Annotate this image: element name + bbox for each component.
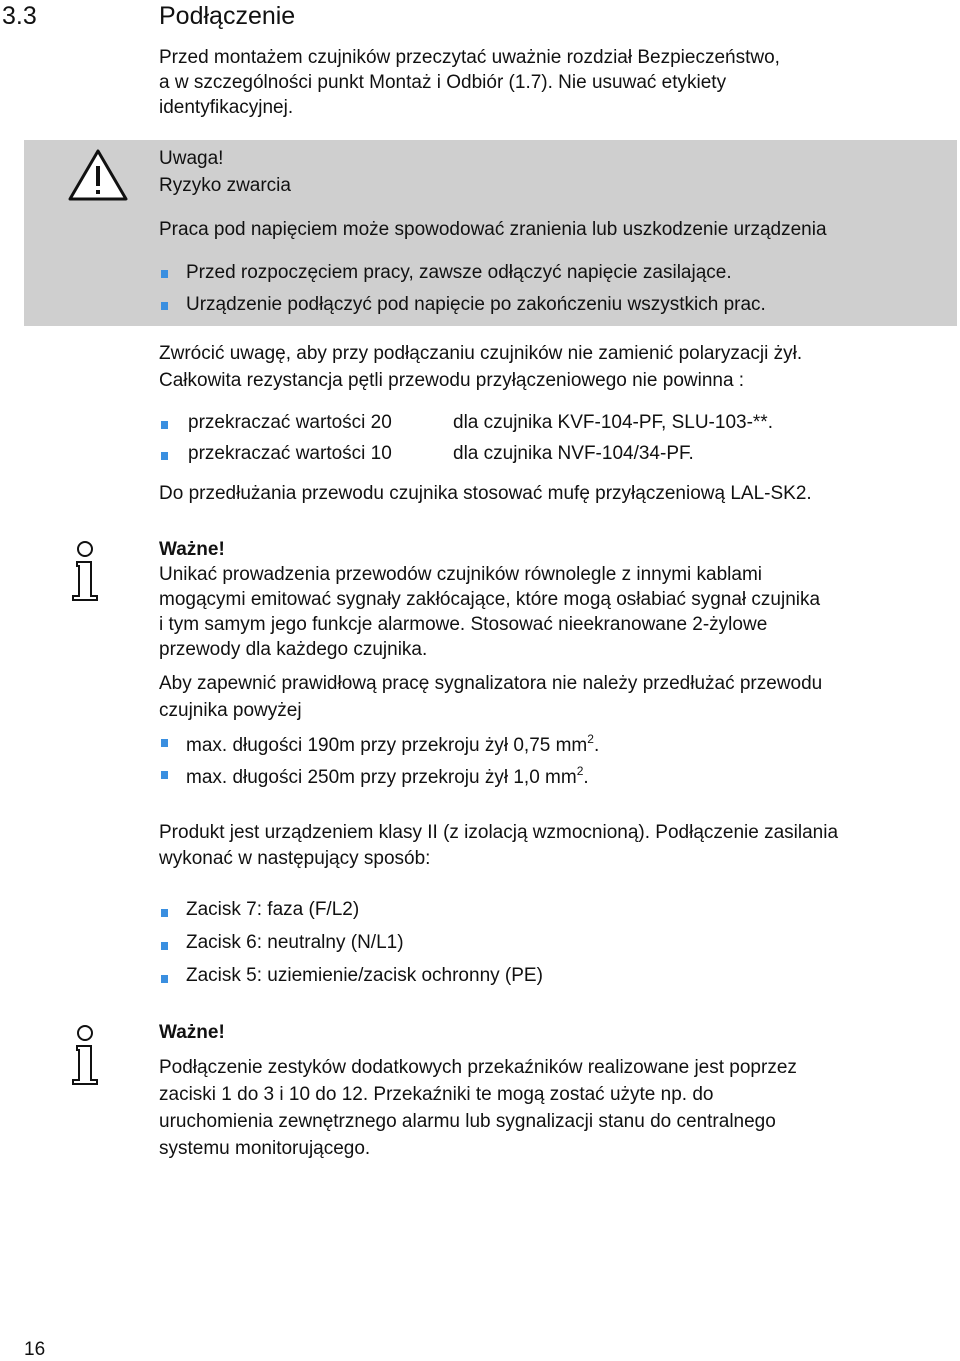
bullet-square	[161, 975, 168, 983]
polarity-paragraph	[159, 341, 949, 393]
bullet-square	[161, 909, 168, 917]
cable-length-item	[186, 759, 589, 790]
important-block-1	[159, 537, 949, 723]
cable-length-text: max. długości 190m przy przekroju żył 0,75 mm	[186, 735, 588, 756]
important-heading: Ważne!	[159, 539, 225, 560]
cable-length-list	[159, 727, 939, 787]
info-icon	[70, 1024, 100, 1086]
important-line: uruchomienia zewnętrznego alarmu lub sygnalizacji stanu do centralnego	[159, 1111, 776, 1132]
terminal-item: Zacisk 5: uziemienie/zacisk ochronny (PE)	[186, 965, 543, 986]
intro-line: a w szczególności punkt Montaż i Odbiór (1.7). Nie usuwać etykiety	[159, 72, 727, 93]
intro-line: Przed montażem czujników przeczytać uważnie rozdział Bezpieczeństwo,	[159, 47, 780, 68]
important-line: zaciski 1 do 3 i 10 do 12. Przekaźniki te mogą zostać użyte np. do	[159, 1084, 714, 1105]
important-block-2	[159, 1020, 949, 1161]
important-line: przewody dla każdego czujnika.	[159, 639, 428, 660]
important-line: Podłączenie zestyków dodatkowych przekaźników realizowane jest poprzez	[159, 1057, 797, 1078]
warning-content	[159, 146, 949, 242]
intro-paragraph	[159, 45, 949, 120]
bullet-square	[161, 942, 168, 950]
bullet-square	[161, 421, 168, 429]
superscript: 2	[576, 764, 584, 778]
polarity-line: Zwrócić uwagę, aby przy podłączaniu czujników nie zamienić polaryzacji żył.	[159, 343, 803, 364]
warning-bullet: Urządzenie podłączyć pod napięcie po zakończeniu wszystkich prac.	[186, 294, 766, 315]
bullet-square	[161, 270, 168, 278]
class-note	[159, 820, 949, 871]
info-icon	[70, 540, 100, 602]
important-line: i tym samym jego funkcje alarmowe. Stosować nieekranowane 2-żylowe	[159, 614, 768, 635]
warning-subheading: Ryzyko zwarcia	[159, 175, 291, 196]
warning-bullet-list	[159, 260, 939, 320]
resistance-label: przekraczać wartości 20	[188, 412, 392, 433]
signal-line: Aby zapewnić prawidłową pracę sygnalizatora nie należy przedłużać przewodu	[159, 673, 823, 694]
bullet-square	[161, 739, 168, 747]
important-heading: Ważne!	[159, 1022, 225, 1043]
extension-note: Do przedłużania przewodu czujnika stosować mufę przyłączeniową LAL-SK2.	[159, 483, 812, 504]
bullet-square	[161, 452, 168, 460]
warning-bullet: Przed rozpoczęciem pracy, zawsze odłączyć napięcie zasilające.	[186, 262, 732, 283]
section-number: 3.3	[2, 2, 37, 30]
important-line: Unikać prowadzenia przewodów czujników równolegle z innymi kablami	[159, 564, 762, 585]
intro-line: identyfikacyjnej.	[159, 97, 294, 118]
resistance-label: przekraczać wartości 10	[188, 443, 392, 464]
resistance-detail: dla czujnika NVF-104/34-PF.	[453, 443, 694, 464]
page-number: 16	[24, 1339, 46, 1360]
class-note-line: Produkt jest urządzeniem klasy II (z izolacją wzmocnioną). Podłączenie zasilania	[159, 822, 839, 843]
signal-line: czujnika powyżej	[159, 700, 302, 721]
superscript: 2	[587, 732, 594, 746]
terminal-list	[159, 897, 939, 997]
cable-length-item	[186, 727, 599, 758]
cable-length-end: .	[593, 735, 600, 756]
important-line: systemu monitorującego.	[159, 1138, 371, 1159]
class-note-line: wykonać w następujący sposób:	[159, 848, 431, 869]
section-title: Podłączenie	[159, 2, 296, 30]
polarity-line: Całkowita rezystancja pętli przewodu przyłączeniowego nie powinna :	[159, 370, 745, 391]
warning-text: Praca pod napięciem może spowodować zranienia lub uszkodzenie urządzenia	[159, 219, 827, 240]
cable-length-text: max. długości 250m przy przekroju żył 1,0 mm	[186, 767, 577, 788]
terminal-item: Zacisk 7: faza (F/L2)	[186, 899, 360, 920]
warning-heading: Uwaga!	[159, 148, 224, 169]
warning-triangle-icon	[67, 148, 129, 202]
cable-length-end: .	[583, 767, 589, 788]
important-line: mogącymi emitować sygnały zakłócające, które mogą osłabiać sygnał czujnika	[159, 589, 821, 610]
resistance-detail: dla czujnika KVF-104-PF, SLU-103-**.	[453, 412, 773, 433]
bullet-square	[161, 302, 168, 310]
bullet-square	[161, 771, 168, 779]
terminal-item: Zacisk 6: neutralny (N/L1)	[186, 932, 404, 953]
resistance-list	[159, 410, 939, 470]
